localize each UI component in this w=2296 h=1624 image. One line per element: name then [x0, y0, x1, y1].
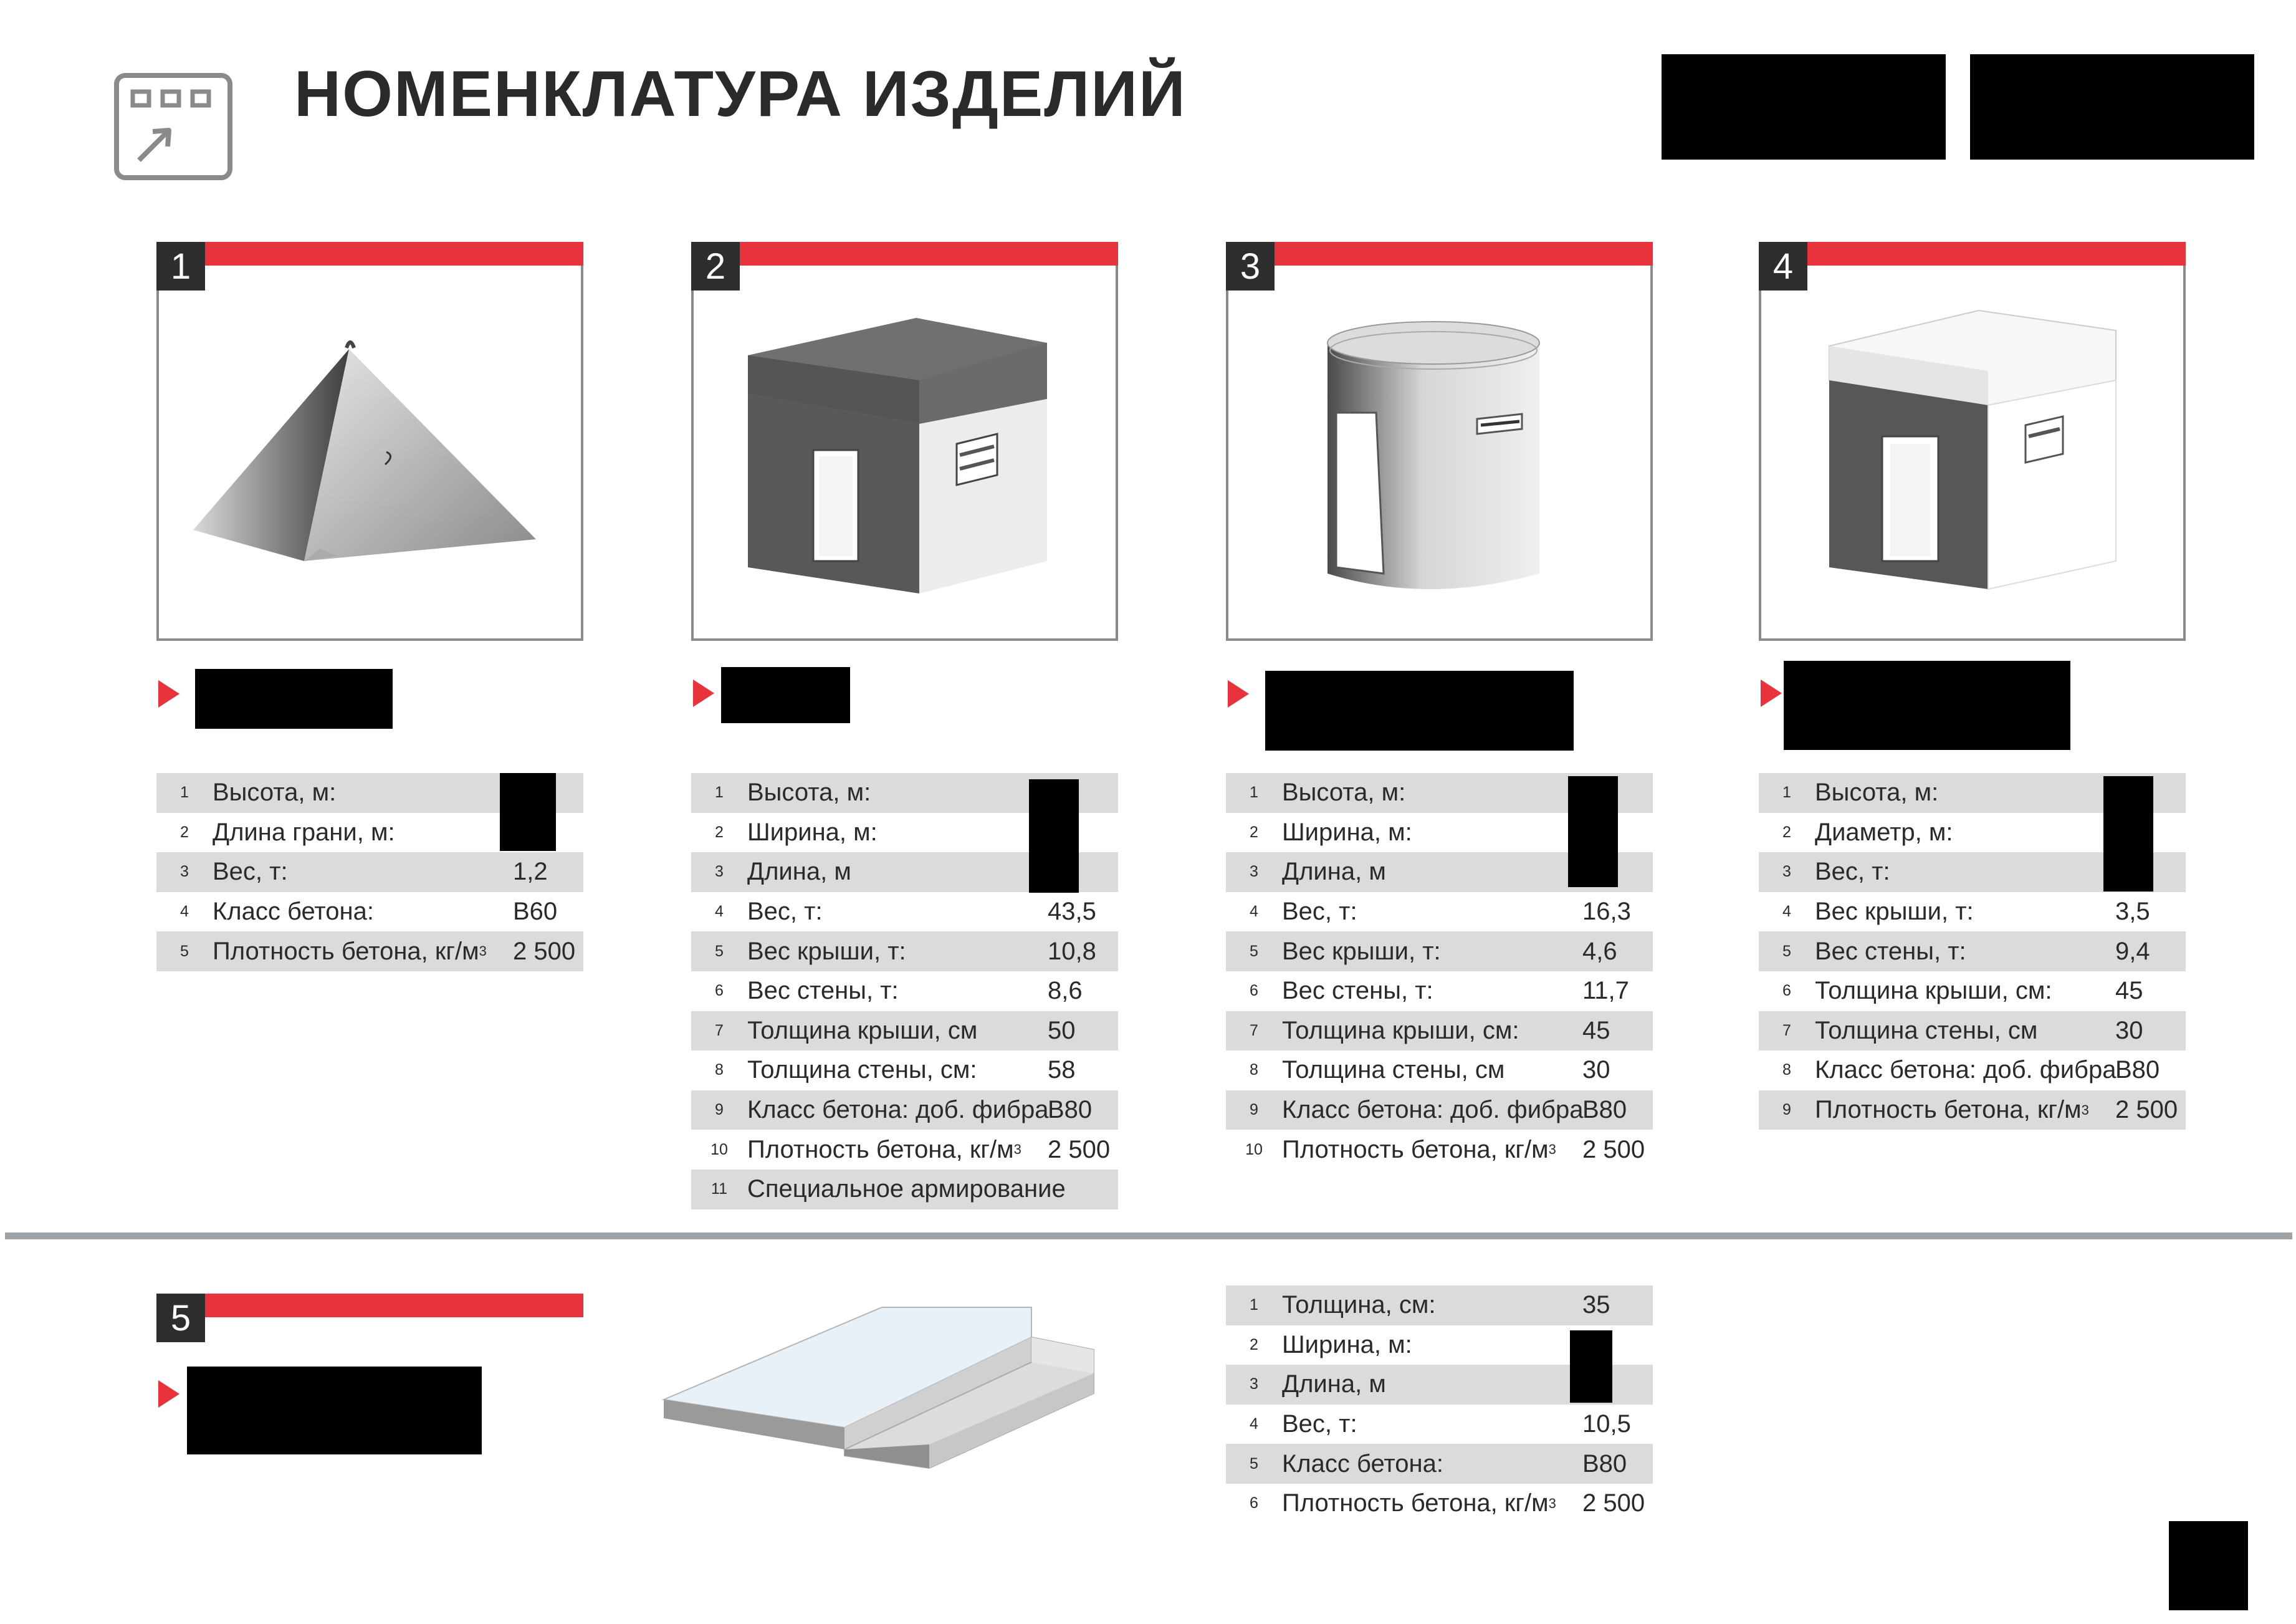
redacted-value-5	[1570, 1330, 1612, 1403]
table-row: 7 Толщина крыши, см: 45	[1226, 1011, 1653, 1051]
table-row: 2 Диаметр, м:	[1782, 818, 1953, 846]
section-divider	[5, 1232, 2292, 1239]
table-row: 8 Толщина стены, см 30	[1250, 1056, 1610, 1084]
table-row: 6 Толщина крыши, см: 45	[1782, 977, 2143, 1005]
card-1-number: 1	[156, 242, 205, 291]
redacted-value-3	[1568, 776, 1618, 887]
card-1-red-bar	[156, 242, 583, 266]
card-5-marker	[158, 1380, 179, 1408]
redacted-name-2	[721, 667, 850, 723]
table-row: 4 Вес, т: 43,5	[715, 898, 1096, 926]
slab-image	[658, 1300, 1156, 1477]
table-row: 3 Длина, м	[691, 852, 1118, 892]
card-4-number: 4	[1759, 242, 1807, 291]
table-row: 11 Специальное армирование	[691, 1170, 1118, 1209]
card-4-marker	[1761, 680, 1782, 707]
redacted-value-1	[500, 773, 556, 851]
table-row: 4 Вес крыши, т: 3,5	[1782, 898, 2150, 926]
cylinder-module-image	[1315, 312, 1552, 605]
box-module-image	[742, 312, 1066, 598]
card-2-red-bar	[691, 242, 1118, 266]
table-row: 3 Вес, т:	[1759, 852, 2186, 892]
window-cursor-icon	[114, 73, 232, 180]
table-row: 9 Класс бетона: доб. фибра B80	[1226, 1090, 1653, 1130]
table-row: 3 Длина, м	[1226, 852, 1653, 892]
page-title: НОМЕНКЛАТУРА ИЗДЕЛИЙ	[294, 58, 1187, 130]
redacted-name-4	[1784, 661, 2070, 750]
redacted-name-3	[1265, 671, 1574, 751]
table-row: 4 Вес, т: 10,5	[1250, 1410, 1631, 1438]
table-row: 8 Толщина стены, см: 58	[715, 1056, 1076, 1084]
table-row: 1 Высота, м:	[691, 773, 1118, 813]
table-row: 4 Класс бетона: B60	[180, 898, 558, 926]
card-1-marker	[158, 680, 179, 708]
table-row: 6 Вес стены, т: 11,7	[1250, 977, 1629, 1005]
table-row: 3 Длина, м	[1226, 1365, 1653, 1405]
table-row: 2 Ширина, м:	[715, 818, 878, 846]
table-row: 2 Ширина, м:	[1250, 818, 1412, 846]
card-5-red-bar	[156, 1294, 583, 1317]
table-row: 6 Плотность бетона, кг/м 3 2 500	[1250, 1489, 1645, 1517]
card-4-red-bar	[1759, 242, 2186, 266]
pyramid-image	[187, 324, 548, 567]
redacted-logo-2	[1970, 54, 2254, 160]
table-row: 4 Вес, т: 16,3	[1250, 898, 1631, 926]
redacted-value-4	[2103, 776, 2153, 891]
card-3-red-bar	[1226, 242, 1653, 266]
table-row: 8 Класс бетона: доб. фибра B80	[1782, 1056, 2160, 1084]
header-icon	[114, 73, 232, 180]
redacted-value-2	[1029, 779, 1079, 893]
table-row: 9 Плотность бетона, кг/м 3 2 500	[1759, 1090, 2186, 1130]
table-row: 2 Длина грани, м:	[180, 818, 395, 846]
table-row: 1 Высота, м:	[1226, 773, 1653, 813]
table-row: 10 Плотность бетона, кг/м 3 2 500	[1245, 1135, 1645, 1163]
redacted-page-number	[2169, 1521, 2248, 1610]
table-row: 1 Толщина, см: 35	[1226, 1285, 1653, 1325]
table-row: 5 Вес крыши, т: 10,8	[691, 931, 1118, 971]
redacted-name-5	[187, 1367, 482, 1454]
table-row: 10 Плотность бетона, кг/м 3 2 500	[710, 1135, 1111, 1163]
table-row: 7 Толщина крыши, см 50	[691, 1011, 1118, 1051]
table-row: 5 Класс бетона: B80	[1226, 1444, 1653, 1484]
redacted-logo-1	[1662, 54, 1946, 160]
table-row: 5 Вес стены, т: 9,4	[1759, 931, 2186, 971]
card-2-number: 2	[691, 242, 740, 291]
redacted-name-1	[195, 669, 393, 729]
table-row: 1 Высота, м:	[1759, 773, 2186, 813]
table-row: 5 Плотность бетона, кг/м 3 2 500	[156, 931, 583, 971]
table-row: 6 Вес стены, т: 8,6	[715, 977, 1083, 1005]
table-row: 7 Толщина стены, см 30	[1759, 1011, 2186, 1051]
card-3-number: 3	[1226, 242, 1275, 291]
card-2-marker	[693, 680, 714, 707]
table-row: 5 Вес крыши, т: 4,6	[1226, 931, 1653, 971]
table-row: 1 Высота, м:	[156, 773, 583, 813]
table-row: 9 Класс бетона: доб. фибра B80	[691, 1090, 1118, 1130]
box-module-light-image	[1823, 305, 2147, 598]
table-row: 2 Ширина, м:	[1250, 1330, 1412, 1358]
table-row: 3 Вес, т: 1,2	[156, 852, 583, 892]
card-3-marker	[1228, 680, 1249, 708]
spec-table-5	[1226, 1285, 1653, 1524]
card-5-number: 5	[156, 1294, 205, 1342]
